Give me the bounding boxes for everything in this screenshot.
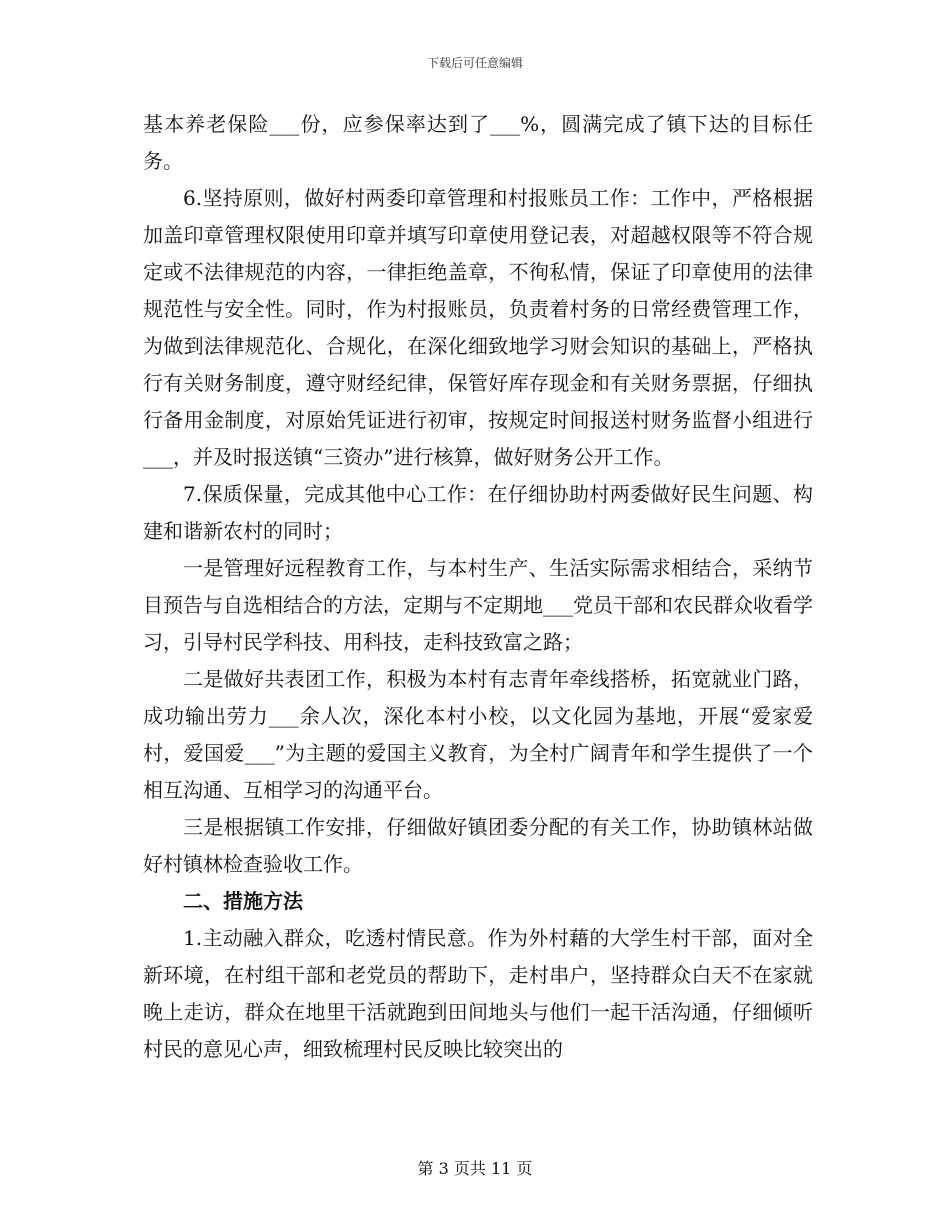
paragraph-sub-1: 一是管理好远程教育工作，与本村生产、生活实际需求相结合，采纳节目预告与自选相结合的方法，定期与不定期地___党员干部和农民群众收看学习，引导村民学科技、用科技，走科技致富之路； <box>143 556 813 654</box>
paragraph-measures-1: 1.主动融入群众，吃透村情民意。作为外村藉的大学生村干部，面对全新环境，在村组干部和老党员的帮助下，走村串户，坚持群众白天不在家就晚上走访，群众在地里干活就跑到田间地头与他们一起干活沟通，仔细倾听村民的意见心声，细致梳理村民反映比较突出的 <box>143 926 813 1061</box>
paragraph-sub-3: 三是根据镇工作安排，仔细做好镇团委分配的有关工作，协助镇林站做好村镇林检查验收工作。 <box>143 815 813 876</box>
paragraph-item-6: 6.坚持原则，做好村两委印章管理和村报账员工作：工作中，严格根据加盖印章管理权限使用印章并填写印章使用登记表，对超越权限等不符合规定或不法律规范的内容，一律拒绝盖章，不徇私情，保证了印章使用的法律规范性与安全性。同时，作为村报账员，负责着村务的日常经费管理工作，为做到法律规范化、合规化，在深化细致地学习财会知识的基础上，严格执行有关财务制度，遵守财经纪律，保管好库存现金和有关财务票据，仔细执行备用金制度，对原始凭证进行初审，按规定时间报送村财务监督小组进行___，并及时报送镇“三资办”进行核算，做好财务公开工作。 <box>143 186 813 469</box>
page-header: 下载后可任意编辑 <box>426 56 523 70</box>
paragraph-continued: 基本养老保险___份，应参保率达到了___%，圆满完成了镇下达的目标任务。 <box>143 112 813 173</box>
section-heading: 二、措施方法 <box>183 889 303 913</box>
paragraph-item-7: 7.保质保量，完成其他中心工作：在仔细协助村两委做好民生问题、构建和谐新农村的同时； <box>143 482 813 543</box>
paragraph-sub-2: 二是做好共表团工作，积极为本村有志青年牵线搭桥，拓宽就业门路，成功输出劳力___余人次，深化本村小校，以文化园为基地，开展“爱家爱村，爱国爱___”为主题的爱国主义教育，为全村广阔青年和学生提供了一个相互沟通、互相学习的沟通平台。 <box>143 667 813 802</box>
page-footer: 第 3 页共 11 页 <box>417 1159 533 1178</box>
document-body <box>143 106 813 1068</box>
